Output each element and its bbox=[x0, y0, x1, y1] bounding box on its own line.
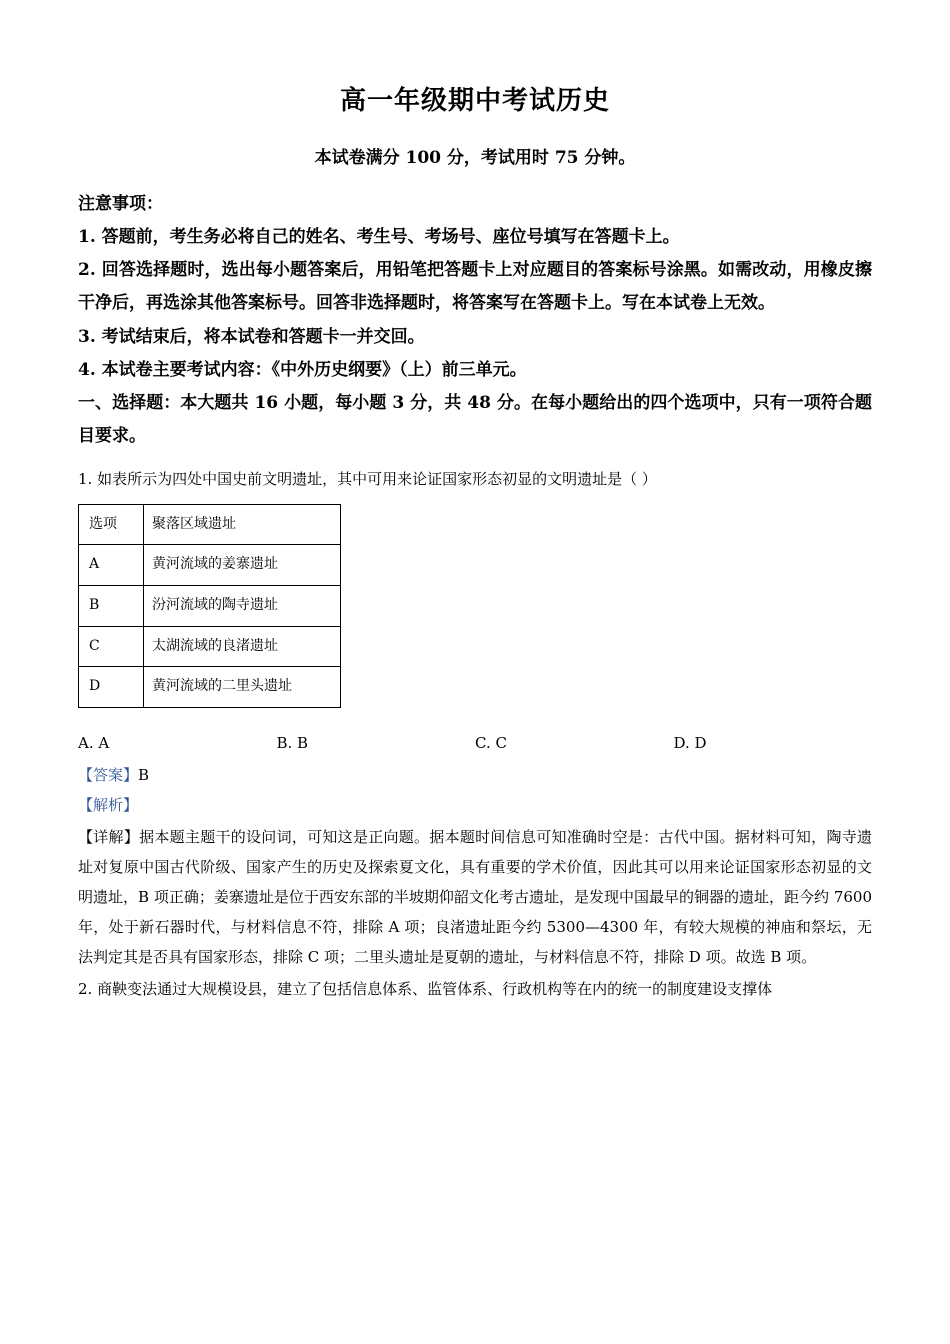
answer-label: 【答案】 bbox=[78, 766, 139, 785]
exam-subtitle: 本试卷满分 100 分，考试用时 75 分钟。 bbox=[314, 148, 636, 168]
table-cell-site: 汾河流域的陶寺遗址 bbox=[144, 586, 341, 627]
question-1-stem: 1. 如表所示为四处中国史前文明遗址，其中可用来论证国家形态初显的文明遗址是（ ） bbox=[78, 470, 657, 489]
question-1-analysis-label: 【解析】 bbox=[78, 796, 139, 815]
choice-b[interactable]: B. B bbox=[276, 734, 309, 753]
answer-value: B bbox=[138, 766, 150, 785]
table-row bbox=[79, 545, 341, 586]
table-header-option: 选项 bbox=[79, 504, 144, 545]
table-cell-site: 黄河流域的二里头遗址 bbox=[144, 667, 341, 708]
choice-c[interactable]: C. C bbox=[475, 734, 507, 753]
table-row bbox=[79, 626, 341, 667]
notice-item-2: 2. 回答选择题时，选出每小题答案后，用铅笔把答题卡上对应题目的答案标号涂黑。如需改动，用橡皮擦干净后，再选涂其他答案标号。回答非选择题时，将答案写在答题卡上。写在本试卷上无效。 bbox=[78, 260, 872, 314]
question-1-table bbox=[78, 504, 341, 708]
table-cell-site: 黄河流域的姜寨遗址 bbox=[144, 545, 341, 586]
table-cell-option: A bbox=[79, 545, 144, 586]
table-row bbox=[79, 586, 341, 627]
table-cell-option: D bbox=[79, 667, 144, 708]
notice-heading: 注意事项： bbox=[78, 194, 163, 214]
notice-item-3: 3. 考试结束后，将本试卷和答题卡一并交回。 bbox=[78, 326, 425, 347]
table-row bbox=[79, 667, 341, 708]
notice-item-1: 1. 答题前，考生务必将自己的姓名、考生号、考场号、座位号填写在答题卡上。 bbox=[78, 227, 680, 248]
question-1-answer bbox=[78, 760, 872, 790]
choice-a[interactable]: A. A bbox=[78, 734, 110, 753]
section-heading-multiple-choice: 一、选择题：本大题共 16 小题，每小题 3 分，共 48 分。在每小题给出的四个选项中，只有一项符合题目要求。 bbox=[78, 392, 872, 446]
table-cell-site: 太湖流域的良渚遗址 bbox=[144, 626, 341, 667]
question-1-choices bbox=[78, 734, 872, 752]
table-cell-option: B bbox=[79, 586, 144, 627]
table-cell-option: C bbox=[79, 626, 144, 667]
table-header-site: 聚落区域遗址 bbox=[144, 504, 341, 545]
choice-d[interactable]: D. D bbox=[673, 734, 707, 753]
notice-item-4: 4. 本试卷主要考试内容：《中外历史纲要》（上）前三单元。 bbox=[78, 359, 527, 380]
question-1-detail: 【详解】据本题主题干的设问词，可知这是正向题。据本题时间信息可知准确时空是：古代中国。据材料可知，陶寺遗址对复原中国古代阶级、国家产生的历史及探索夏文化，具有重要的学术价值，因此其可以用来论证国家形态初显的文明遗址，B 项正确；姜寨遗址是位于西安东部的半坡期仰韶文化考古遗址，是发现中国最早的铜器的遗址，距今约 7600 年，处于新石器时代，与材料信息不符，排除 A 项；良渚遗址距今约 5300—4300 年，有较大规模的神庙和祭坛，无法判定其是否具有国家形态，排除 C 项；二里头遗址是夏朝的遗址，与材料信息不符，排除 D 项。故选 B 项。 bbox=[78, 828, 872, 967]
table-row bbox=[79, 504, 341, 545]
page-title: 高一年级期中考试历史 bbox=[339, 86, 610, 116]
question-2-stem: 2. 商鞅变法通过大规模设县，建立了包括信息体系、监管体系、行政机构等在内的统一的制度建设支撑体 bbox=[78, 980, 773, 999]
